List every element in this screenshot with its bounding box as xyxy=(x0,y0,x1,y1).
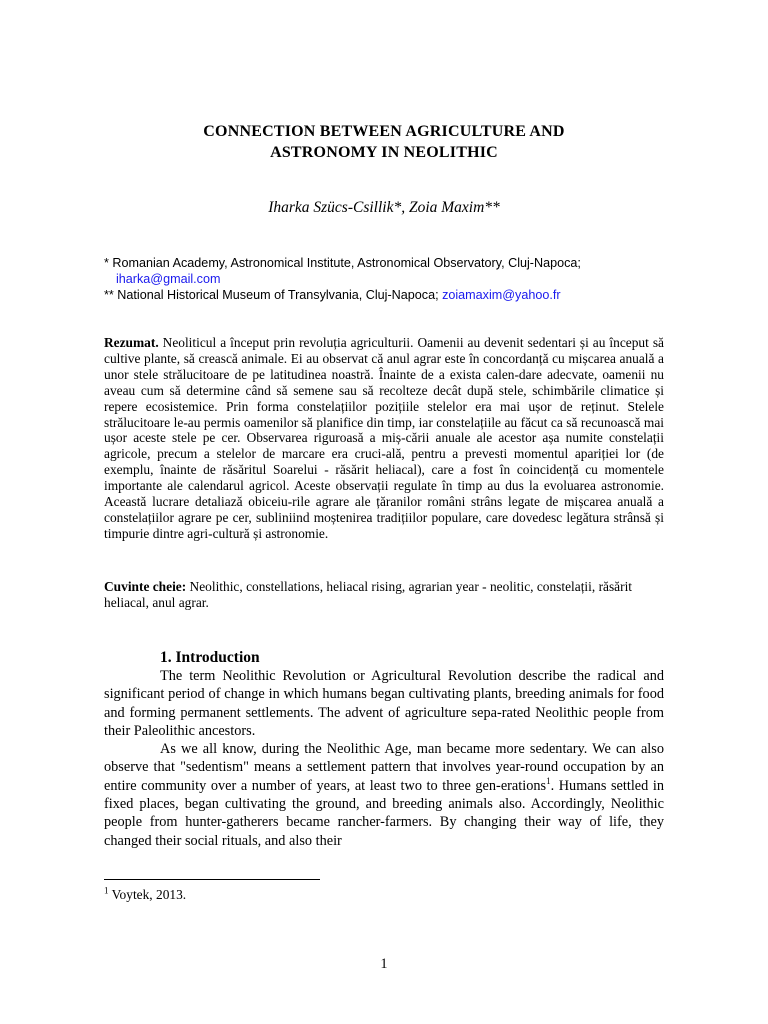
affiliation-2: ** National Historical Museum of Transylvania, Cluj-Napoca; xyxy=(104,288,443,302)
paper-title xyxy=(104,121,664,163)
section-body xyxy=(104,667,664,850)
paragraph-2-part-b: . Humans settled in fixed places, began cultivating the ground, and breeding animals also. Accordingly, Neolithic people from hunter-gatherers became rancher-farmers. By changing their way of life, they changed their social rituals, and also their xyxy=(104,777,664,849)
abstract xyxy=(104,335,664,542)
affiliation-1-email[interactable]: iharka@gmail.com xyxy=(116,272,221,286)
section-heading: 1. Introduction xyxy=(160,649,260,666)
paragraph-2-part-a: As we all know, during the Neolithic Age, man became more sedentary. We can also observe that "sedentism" means a settlement pattern that involves year-round occupation by an entire community over a number of years, at least two to three gen-erations xyxy=(104,741,664,794)
affiliations xyxy=(104,255,664,303)
keywords xyxy=(104,579,664,611)
footnote-text: Voytek, 2013. xyxy=(108,887,187,902)
abstract-label: Rezumat. xyxy=(104,335,159,350)
paragraph-2 xyxy=(104,740,664,850)
title-line-1: CONNECTION BETWEEN AGRICULTURE AND xyxy=(203,123,565,140)
keywords-label: Cuvinte cheie: xyxy=(104,579,187,594)
keywords-text: Neolithic, constellations, heliacal rising, agrarian year - neolitic, constelații, răsărit heliacal, anul agrar. xyxy=(104,579,633,610)
affiliation-2-email[interactable]: zoiamaxim@yahoo.fr xyxy=(442,288,561,302)
footnote xyxy=(104,887,186,903)
affiliation-1: * Romanian Academy, Astronomical Institute, Astronomical Observatory, Cluj-Napoca; xyxy=(104,256,581,270)
abstract-text: Neoliticul a început prin revoluția agriculturii. Oamenii au devenit sedentari și au început să cultive plante, să crească animale. Ei au observat că anul agrar este în concordanță cu mișcarea anuală a unor stele strălucitoare de pe latitudinea noastră. Înainte de a exista calen-dare adecvate, oamenii nu aveau cum să determine când să semene sau să recolteze decât după stele, schimbările climatice și repere ecosistemice. Prin forma constelațiilor pozițiile stelelor era mai ușor de reținut. Stelele strălucitoare le-au permis oamenilor să planifice din timp, iar constelațiile au făcut ca să recunoască mai ușor aceste stele pe cer. Observarea riguroasă a miș-cării anuale ale acestor așa numite constelații agricole, precum a stelelor de marcare era cruci-ală, pentru a prevesti momentul apariției lor (de exemplu, înainte de răsăritul Soarelui - răsărit heliacal), care a fost în coincidență cu momentele importante ale calendarul agricol. Aceste observații regulate în timp au dus la evoluarea astronomie. Această lucrare detaliază obiceiu-rile agrare ale țăranilor români strâns legate de mișcarea anuală a constelațiilor agrare pe cer, subliniind moștenirea tradițiilor populare, care dovedesc legătura strânsă și timpurie dintre agri-cultură și astronomie. xyxy=(104,335,664,541)
title-line-2: ASTRONOMY IN NEOLITHIC xyxy=(270,144,498,161)
footnote-divider xyxy=(104,879,320,880)
page-number: 1 xyxy=(380,956,388,972)
footnote-mark: 1 xyxy=(104,885,109,896)
authors: Iharka Szücs-Csillik*, Zoia Maxim** xyxy=(268,199,500,216)
footnote-reference[interactable]: 1 xyxy=(546,776,551,787)
paragraph-1: The term Neolithic Revolution or Agricultural Revolution describe the radical and significant period of change in which humans began cultivating plants, breeding animals for food and forming permanent settlements. The advent of agriculture sepa-rated Neolithic people from their Paleolithic ancestors. xyxy=(104,668,664,739)
